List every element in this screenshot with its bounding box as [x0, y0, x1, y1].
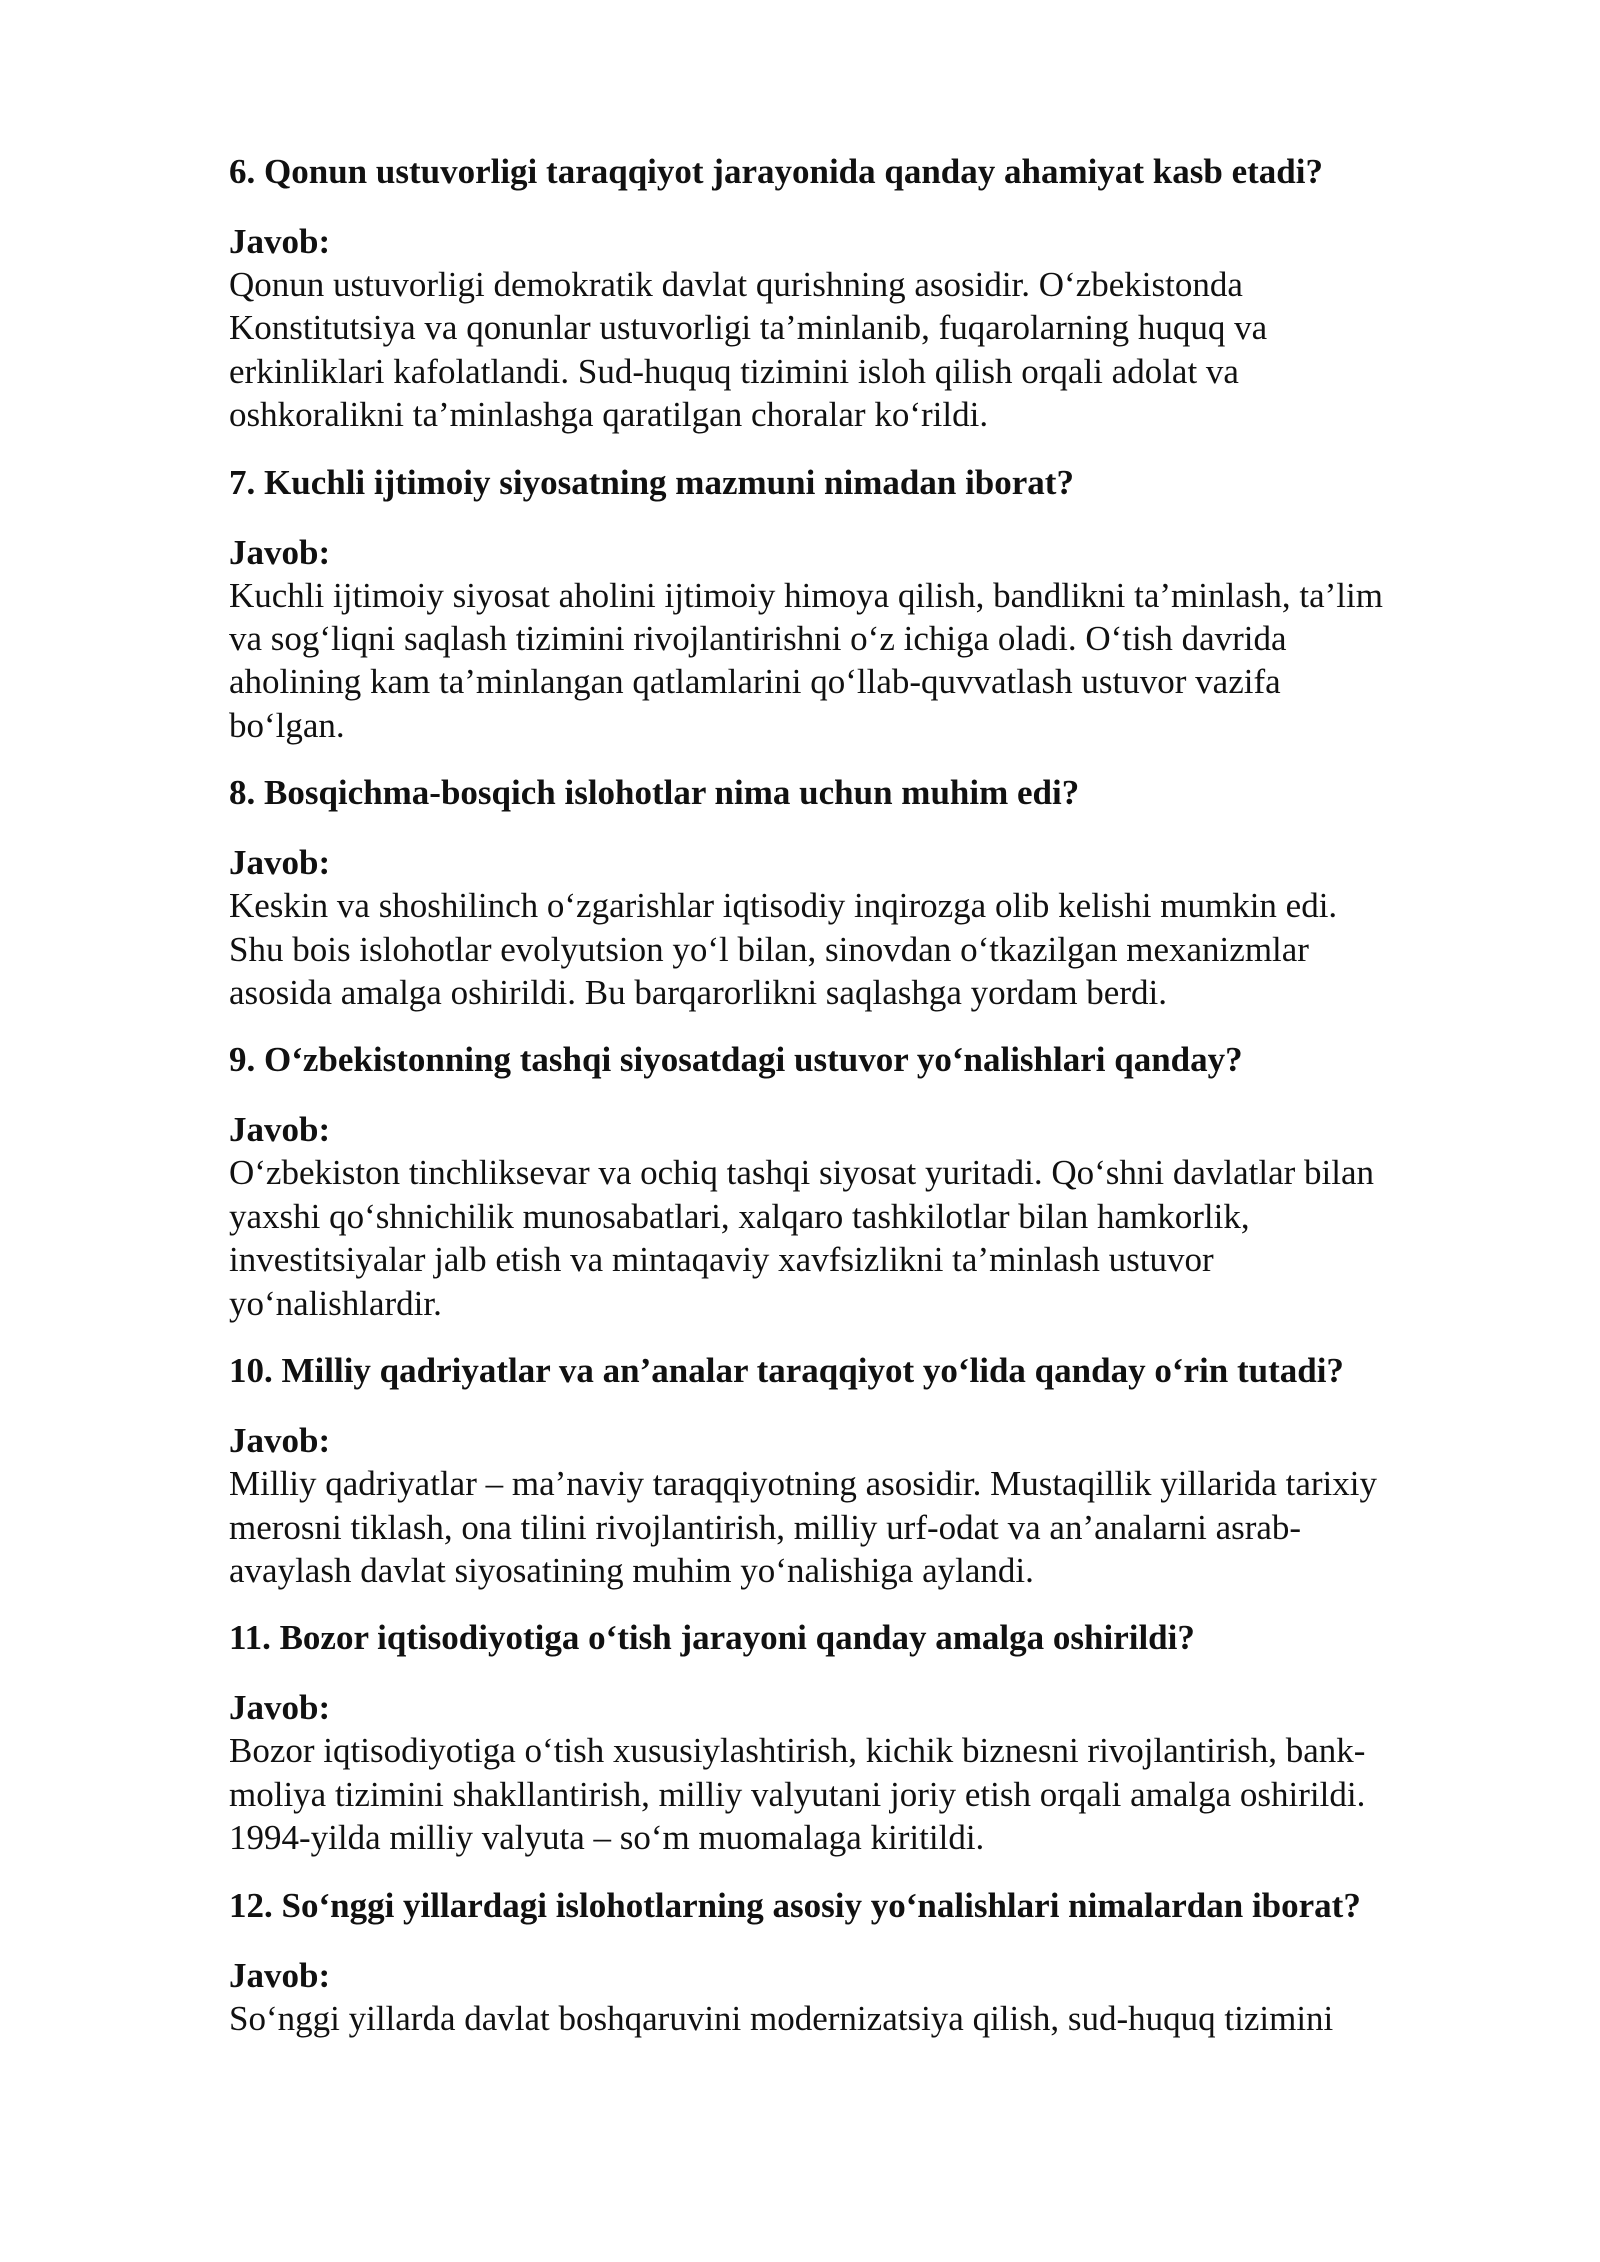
answer-line: Qonun ustuvorligi demokratik davlat qurishning asosidir. O‘zbekistonda	[229, 265, 1243, 304]
answer-line: bo‘lgan.	[229, 705, 345, 745]
question-heading: 10. Milliy qadriyatlar va an’analar taraqqiyot yo‘lida qanday o‘rin tutadi?	[229, 1351, 1344, 1391]
question-heading: 11. Bozor iqtisodiyotiga o‘tish jarayoni qanday amalga oshirildi?	[229, 1618, 1195, 1658]
answer-line: Shu bois islohotlar evolyutsion yo‘l bilan, sinovdan o‘tkazilgan mexanizmlar	[229, 929, 1309, 969]
answer-label: Javob:	[229, 532, 331, 572]
answer-line: Konstitutsiya va qonunlar ustuvorligi ta’minlanib, fuqarolarning huquq va	[229, 308, 1268, 348]
answer-paragraph	[229, 1997, 1489, 2040]
answer-line: aholining kam ta’minlangan qatlamlarini qo‘llab-quvvatlash ustuvor vazifa	[229, 662, 1281, 702]
answer-line: asosida amalga oshirildi. Bu barqarorlikni saqlashga yordam berdi.	[229, 973, 1167, 1013]
answer-line: merosni tiklash, ona tilini rivojlantirish, milliy urf-odat va an’analarni asrab-	[229, 1507, 1302, 1547]
answer-line: Milliy qadriyatlar – ma’naviy taraqqiyotning asosidir. Mustaqillik yillarida tarixiy	[229, 1464, 1377, 1504]
qa-item-6	[229, 150, 1489, 437]
answer-line: yo‘nalishlardir.	[229, 1283, 442, 1323]
answer-line: Bozor iqtisodiyotiga o‘tish xususiylashtirish, kichik biznesni rivojlantirish, bank-	[229, 1731, 1366, 1771]
qa-item-8	[229, 771, 1489, 1014]
answer-label: Javob:	[229, 222, 331, 261]
answer-line: oshkoralikni ta’minlashga qaratilgan choralar ko‘rildi.	[229, 395, 989, 435]
answer-label: Javob:	[229, 1688, 331, 1728]
question-heading: 6. Qonun ustuvorligi taraqqiyot jarayonida qanday ahamiyat kasb etadi?	[229, 152, 1323, 191]
answer-paragraph	[229, 1151, 1489, 1325]
question-heading: 8. Bosqichma-bosqich islohotlar nima uchun muhim edi?	[229, 773, 1080, 813]
answer-label: Javob:	[229, 843, 331, 883]
qa-item-12	[229, 1884, 1489, 2040]
question-heading: 9. O‘zbekistonning tashqi siyosatdagi ustuvor yo‘nalishlari qanday?	[229, 1040, 1243, 1080]
answer-paragraph	[229, 1462, 1489, 1592]
document-body	[229, 150, 1489, 2040]
answer-line: erkinliklari kafolatlandi. Sud-huquq tizimini isloh qilish orqali adolat va	[229, 351, 1239, 391]
question-heading: 7. Kuchli ijtimoiy siyosatning mazmuni nimadan iborat?	[229, 462, 1074, 502]
qa-item-9	[229, 1038, 1489, 1325]
answer-paragraph	[229, 263, 1489, 437]
answer-line: 1994-yilda milliy valyuta – so‘m muomalaga kiritildi.	[229, 1818, 985, 1858]
answer-label: Javob:	[229, 1110, 331, 1150]
qa-item-11	[229, 1616, 1489, 1859]
qa-item-10	[229, 1349, 1489, 1592]
answer-line: Keskin va shoshilinch o‘zgarishlar iqtisodiy inqirozga olib kelishi mumkin edi.	[229, 886, 1338, 926]
answer-line: Kuchli ijtimoiy siyosat aholini ijtimoiy himoya qilish, bandlikni ta’minlash, ta’lim	[229, 575, 1383, 615]
answer-label: Javob:	[229, 1421, 331, 1461]
answer-line: moliya tizimini shakllantirish, milliy valyutani joriy etish orqali amalga oshirildi.	[229, 1774, 1366, 1814]
question-heading: 12. So‘nggi yillardagi islohotlarning asosiy yo‘nalishlari nimalardan iborat?	[229, 1885, 1361, 1925]
answer-line: So‘nggi yillarda davlat boshqaruvini modernizatsiya qilish, sud-huquq tizimini	[229, 1998, 1334, 2038]
answer-line: yaxshi qo‘shnichilik munosabatlari, xalqaro tashkilotlar bilan hamkorlik,	[229, 1196, 1250, 1236]
answer-line: O‘zbekiston tinchliksevar va ochiq tashqi siyosat yuritadi. Qo‘shni davlatlar bilan	[229, 1153, 1375, 1193]
answer-paragraph	[229, 1729, 1489, 1859]
answer-line: avaylash davlat siyosatining muhim yo‘nalishiga aylandi.	[229, 1550, 1034, 1590]
answer-paragraph	[229, 884, 1489, 1014]
answer-line: investitsiyalar jalb etish va mintaqaviy xavfsizlikni ta’minlash ustuvor	[229, 1240, 1214, 1280]
answer-paragraph	[229, 574, 1489, 748]
qa-item-7	[229, 461, 1489, 748]
answer-label: Javob:	[229, 1955, 331, 1995]
answer-line: va sog‘liqni saqlash tizimini rivojlantirishni o‘z ichiga oladi. O‘tish davrida	[229, 619, 1287, 659]
